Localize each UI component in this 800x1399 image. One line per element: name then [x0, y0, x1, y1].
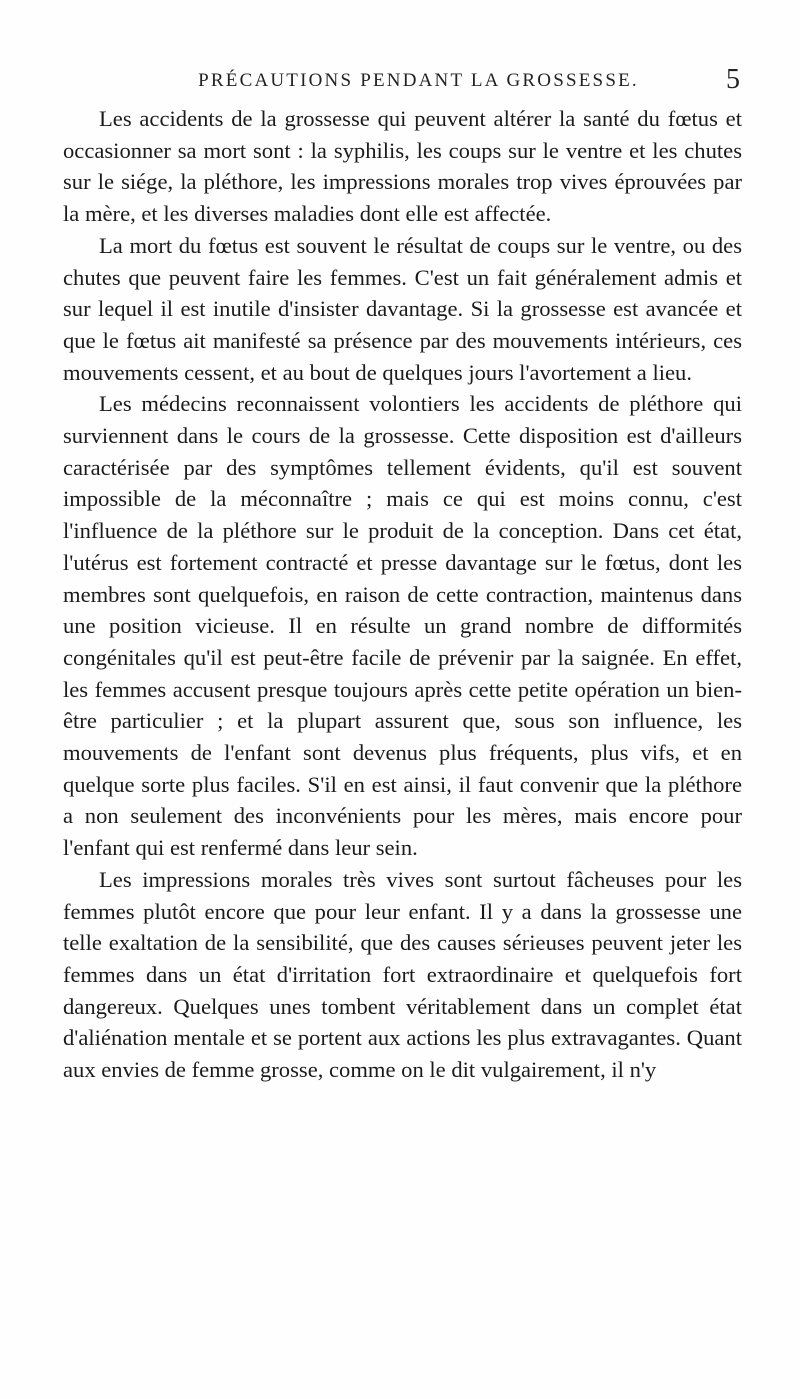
- running-head: [97, 64, 740, 94]
- paragraph-accidents: Les accidents de la grossesse qui peuvent altérer la santé du fœtus et occasionner sa mort sont : la syphilis, les coups sur le ventre et les chutes sur le siége, la pléthore, les impressions morales trop vives éprouvées par la mère, et les diverses maladies dont elle est affectée.: [63, 106, 742, 227]
- running-title: PRÉCAUTIONS PENDANT LA GROSSESSE.: [198, 70, 639, 91]
- paragraph-impressions-morales: Les impressions morales très vives sont surtout fâcheuses pour les femmes plutôt encore que pour leur enfant. Il y a dans la grossesse une telle exaltation de la sensibilité, que des causes sérieuses peuvent jeter les femmes dans un état d'irritation fort extraordinaire et quelquefois fort dangereux. Quelques unes tombent véritablement dans un complet état d'aliénation mentale et se portent aux actions les plus extravagantes. Quant aux envies de femme grosse, comme on le dit vulgairement, il n'y: [63, 866, 742, 1083]
- page-number: 5: [726, 64, 740, 95]
- paragraph-mort-du-foetus: La mort du fœtus est souvent le résultat de coups sur le ventre, ou des chutes que peuvent faire les femmes. C'est un fait généralement admis et sur lequel il est inutile d'insister davantage. Si la grossesse est avancée et que le fœtus ait manifesté sa présence par des mouvements intérieurs, ces mouvements cessent, et au bout de quelques jours l'avortement a lieu.: [63, 232, 742, 385]
- paragraph-plethore: Les médecins reconnaissent volontiers les accidents de pléthore qui surviennent dans le cours de la grossesse. Cette disposition est d'ailleurs caractérisée par des symptômes tellement évidents, qu'il est souvent impossible de la méconnaître ; mais ce qui est moins connu, c'est l'influence de la pléthore sur le produit de la conception. Dans cet état, l'utérus est fortement contracté et presse davantage sur le fœtus, dont les membres sont quelquefois, en raison de cette contraction, maintenus dans une position vicieuse. Il en résulte un grand nombre de difformités congénitales qu'il est peut-être facile de prévenir par la saignée. En effet, les femmes accusent presque toujours après cette petite opération un bien-être particulier ; et la plupart assurent que, sous son influence, les mouvements de l'enfant sont devenus plus fréquents, plus vifs, et en quelque sorte plus faciles. S'il en est ainsi, il faut convenir que la pléthore a non seulement des inconvénients pour les mères, mais encore pour l'enfant qui est renfermé dans leur sein.: [63, 391, 742, 861]
- body-text: [63, 103, 742, 1086]
